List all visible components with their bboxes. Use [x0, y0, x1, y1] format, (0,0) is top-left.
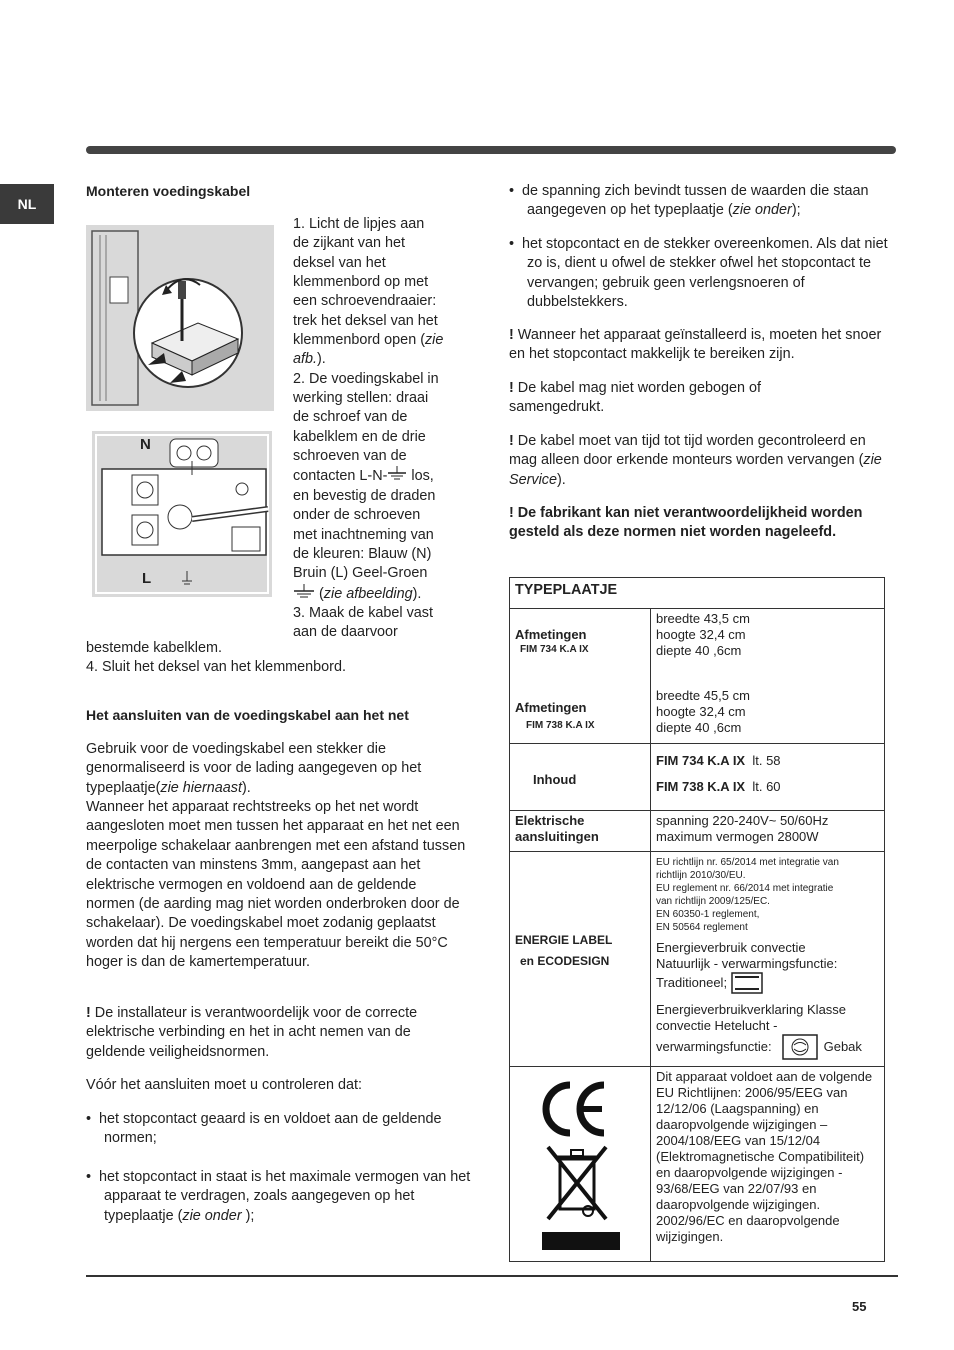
step-line: de kleuren: Blauw (N): [293, 545, 432, 562]
step-line: 2. De voedingskabel in: [293, 370, 439, 387]
electrical-label: aansluitingen: [515, 829, 599, 844]
live-label: L: [142, 570, 152, 587]
conventional-heating-icon: [731, 972, 763, 994]
warning-bending: ! De kabel mag niet worden gebogen of samengedrukt.: [509, 380, 762, 416]
section-title-cable: Monteren voedingskabel: [86, 183, 251, 199]
paragraph-plug: Gebruik voor de voedingskabel een stekker die genormaliseerd is voor de lading aangegeven op het typeplaatje(zie hiernaast).: [86, 741, 422, 796]
ce-mark-icon: [540, 1079, 610, 1139]
earth-icon: [387, 466, 407, 480]
warning-accessible: ! Wanneer het apparaat geïnstalleerd is, moeten het snoer en het stopcontact makkelijk te bereiken zijn.: [509, 327, 882, 363]
certification-cell: [510, 1067, 651, 1262]
paragraph-switch: Wanneer het apparaat rechtstreeks op het net wordt aangesloten moet men tussen het apparaat en het net een meerpolige schakelaar aanbrengen met een afstand tussen de contacten van minstens 3mm, aangepast aan het elektrische vermogen en voldoend aan de geldende normen (de aarding mag niet worden onderbroken door de schakelaar). De voedingskabel moet zodanig geplaatst worden dat hij nergens een temperatuur bereikt die 50°C hoger is dan de kamertemperatuur.: [86, 799, 466, 971]
step-line: trek het deksel van het: [293, 312, 438, 329]
weee-bin-icon: [542, 1145, 612, 1235]
electrical-label-cell: [510, 811, 651, 852]
earth-icon: [293, 584, 315, 598]
dimension-value: hoogte 32,4 cm: [656, 704, 746, 719]
content-label-cell: [510, 744, 651, 811]
page-number: 55: [852, 1299, 867, 1314]
step-line: kabelklem en de drie: [293, 428, 426, 445]
step-line: 4. Sluit het deksel van het klemmenbord.: [86, 659, 346, 675]
electrical-value: maximum vermogen 2800W: [656, 829, 819, 844]
electrical-label: Elektrische: [515, 813, 585, 828]
warning-installer: ! De installateur is verantwoordelijk voor de correcte elektrische verbinding en het in acht nemen van de geldende veiligheidsnormen.: [86, 1005, 418, 1060]
model-label: FIM 734 K.A IX: [520, 644, 589, 655]
bullet-socket-plug: • het stopcontact en de stekker overeenkomen. Als dat niet zo is, dient u ofwel de stekker ofwel het stopcontact te vervangen; gebruik geen verlengsnoeren of dubbelstekkers.: [509, 236, 888, 311]
energy-fan: Energieverbruikverklaring Klasse convectie Hetelucht - verwarmingsfunctie: Gebak: [656, 1002, 879, 1060]
electrical-value: spanning 220-240V~ 50/60Hz: [656, 813, 829, 828]
terminal-cover-illustration: [86, 225, 274, 411]
language-code: NL: [17, 196, 37, 212]
warning-inspection: ! De kabel moet van tijd tot tijd worden gecontroleerd en mag alleen door erkende monteurs worden vervangen (zie Service).: [509, 433, 882, 488]
step-line: schroeven van de: [293, 448, 407, 465]
bullet-voltage: • de spanning zich bevindt tussen de waarden die staan aangegeven op het typeplaatje (zie onder);: [509, 183, 869, 219]
top-rule: [86, 146, 896, 154]
step-line: 1. Licht de lipjes aan: [293, 216, 425, 232]
step-line: 3. Maak de kabel vast: [293, 604, 433, 621]
model-label: FIM 738 K.A IX: [526, 720, 595, 731]
step-line: aan de daarvoor: [293, 624, 398, 641]
figure-terminal-cover: [86, 225, 274, 411]
dimensions-label: Afmetingen: [515, 627, 587, 642]
step-line: met inachtneming van: [293, 526, 434, 543]
step-line: afb.).: [293, 351, 326, 368]
warning-liability: ! De fabrikant kan niet verantwoordelijkheid worden gesteld als deze normen niet worden nageleefd.: [509, 505, 863, 541]
step-line: klemmenbord open (zie: [293, 332, 444, 349]
dimension-value: diepte 40 ,6cm: [656, 720, 742, 735]
dimension-value: breedte 43,5 cm: [656, 611, 750, 626]
dimension-value: diepte 40 ,6cm: [656, 643, 742, 658]
step-line: een schroevendraaier:: [293, 293, 437, 310]
step-line: Bruin (L) Geel-Groen: [293, 565, 428, 582]
step-line: en bevestig de draden: [293, 487, 436, 504]
step-line: de zijkant van het: [293, 235, 405, 252]
step-line: werking stellen: draai: [293, 390, 429, 407]
step-line: klemmenbord op met: [293, 274, 429, 291]
fan-heating-icon: [782, 1034, 818, 1060]
dimensions-label-cell: [510, 609, 651, 744]
step-line: bestemde kabelklem.: [86, 640, 222, 656]
table-header: TYPEPLAATJE: [510, 578, 885, 609]
bullet-earthed: • het stopcontact geaard is en voldoet aan de geldende normen;: [86, 1111, 442, 1147]
figure-terminal-block: [92, 431, 272, 597]
bullet-power: • het stopcontact in staat is het maximale vermogen van het apparaat te verdragen, zoals aangegeven op het typeplaatje (zie onder );: [86, 1169, 471, 1224]
terminal-block-diagram: [92, 431, 272, 597]
content-values-cell: [651, 744, 885, 811]
electrical-values-cell: [651, 811, 885, 852]
content-row: FIM 734 K.A IX lt. 58: [656, 753, 781, 768]
rating-plate-table: [509, 577, 885, 1262]
paragraph-check: Vóór het aansluiten moet u controleren dat:: [86, 1077, 362, 1093]
dimensions-values-cell: [651, 609, 885, 744]
step-line: (zie afbeelding).: [293, 584, 443, 604]
energy-conventional: Energieverbruik convectie Natuurlijk - verwarmingsfunctie: Traditioneel;: [656, 940, 879, 994]
bottom-rule: [86, 1275, 898, 1277]
step-line: contacten L-N- los,: [293, 468, 434, 485]
dimension-value: hoogte 32,4 cm: [656, 627, 746, 642]
energy-label: ENERGIE LABEL: [515, 933, 613, 947]
certification-text-cell: Dit apparaat voldoet aan de volgende EU Richtlijnen: 2006/95/EEG van 12/12/06 (Laagspanning) en daaropvolgende wijzigingen – 2004/108/EEG van 15/12/04 (Elektromagnetische Compatibiliteit) en daaropvolgende wijzigingen - 93/68/EEG van 22/07/93 en daaropvolgende wijzigingen. 2002/96/EC en daaropvolgende wijzigingen.: [651, 1067, 885, 1262]
dimensions-label: Afmetingen: [515, 700, 587, 715]
language-tab: [0, 184, 54, 224]
mounting-steps: [293, 215, 443, 643]
energy-values-cell: [651, 852, 885, 1067]
section-title-mains: Het aansluiten van de voedingskabel aan het net: [86, 707, 409, 723]
step-line: deksel van het: [293, 254, 386, 271]
energy-label: en ECODESIGN: [520, 954, 610, 968]
content-label: Inhoud: [533, 772, 577, 787]
step-line: onder de schroeven: [293, 507, 421, 524]
step-line: de schroef van de: [293, 409, 408, 426]
dimension-value: breedte 45,5 cm: [656, 688, 750, 703]
content-row: FIM 738 K.A IX lt. 60: [656, 779, 781, 794]
energy-label-cell: [510, 852, 651, 1067]
energy-regulations: EU richtlijn nr. 65/2014 met integratie van richtlijn 2010/30/EU. EU reglement nr. 66/2014 met integratie van richtlijn 2009/125/EC. EN 60350-1 reglement, EN 50564 reglement: [656, 857, 839, 933]
weee-bar: [542, 1232, 620, 1250]
neutral-label: N: [140, 436, 151, 453]
